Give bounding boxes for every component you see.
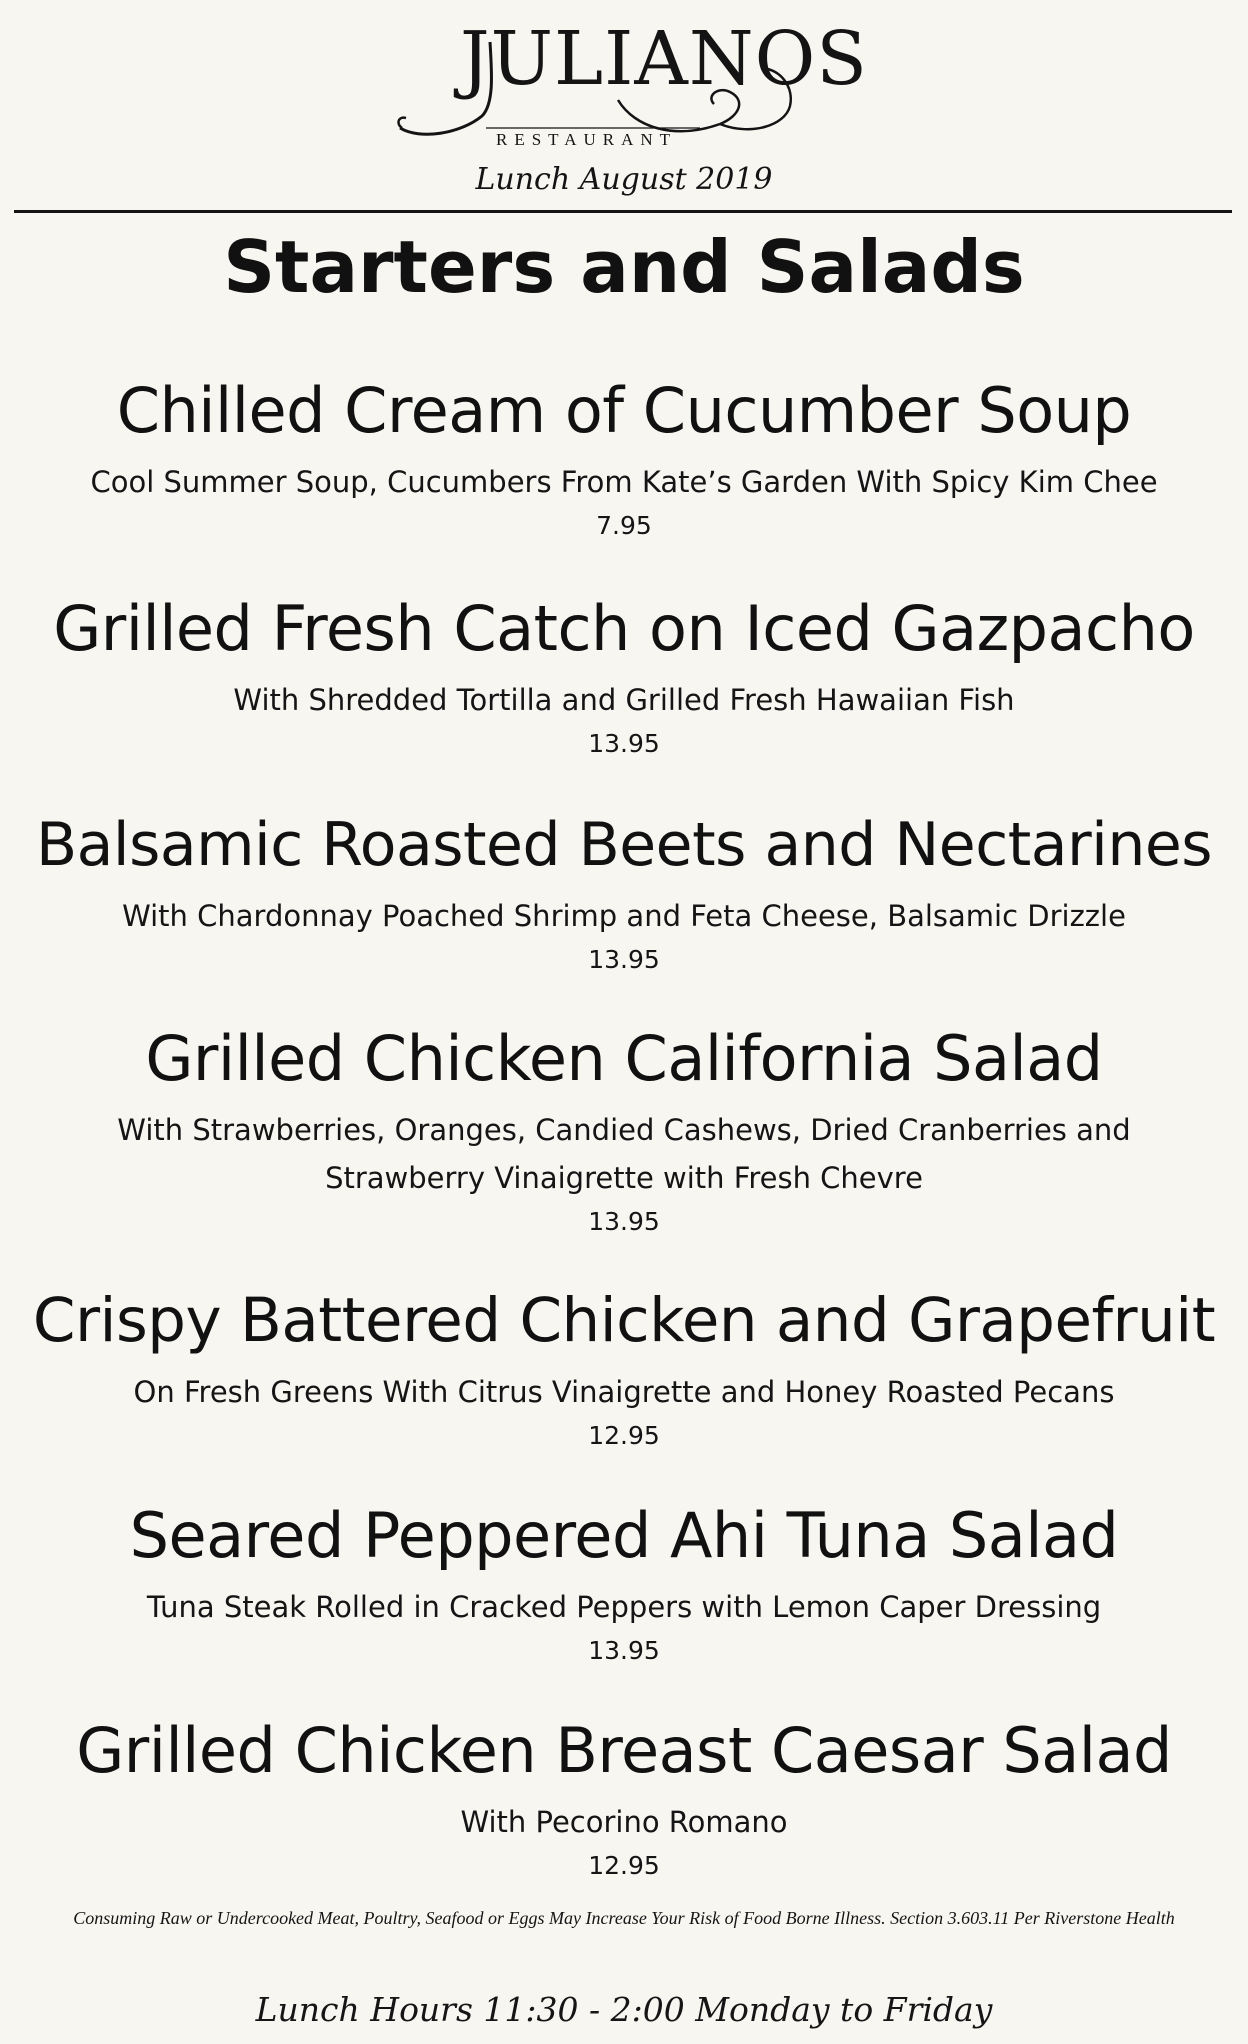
restaurant-logo xyxy=(390,8,868,158)
logo-wordmark: JULIANOS xyxy=(460,16,868,102)
menu-item xyxy=(30,806,1218,980)
menu-item xyxy=(30,1712,1218,1886)
item-name: Chilled Cream of Cucumber Soup xyxy=(116,374,1132,447)
item-description: On Fresh Greens With Citrus Vinaigrette and Honey Roasted Pecans xyxy=(133,1375,1115,1409)
logo-subtitle: RESTAURANT xyxy=(496,130,678,149)
item-description: With Strawberries, Oranges, Candied Cashews, Dried Cranberries and Strawberry Vinaigrette with Fresh Chevre xyxy=(117,1113,1131,1195)
item-name: Grilled Chicken California Salad xyxy=(145,1022,1103,1095)
item-price: 12.95 xyxy=(588,1421,660,1450)
section-heading: Starters and Salads xyxy=(223,225,1025,309)
item-description: With Pecorino Romano xyxy=(460,1805,788,1839)
menu-item xyxy=(30,372,1218,546)
item-description: With Shredded Tortilla and Grilled Fresh Hawaiian Fish xyxy=(233,683,1015,717)
menu-item xyxy=(30,1282,1218,1456)
item-description: Tuna Steak Rolled in Cracked Peppers with Lemon Caper Dressing xyxy=(146,1590,1102,1624)
item-price: 13.95 xyxy=(588,1636,660,1665)
item-description: Cool Summer Soup, Cucumbers From Kate’s Garden With Spicy Kim Chee xyxy=(90,465,1158,499)
item-price: 13.95 xyxy=(588,945,660,974)
menu-item xyxy=(30,1497,1218,1671)
item-name: Grilled Fresh Catch on Iced Gazpacho xyxy=(53,592,1195,665)
item-name: Balsamic Roasted Beets and Nectarines xyxy=(35,810,1213,880)
menu-item xyxy=(30,1020,1218,1242)
lunch-hours: Lunch Hours 11:30 - 2:00 Monday to Friday xyxy=(255,1990,993,2029)
food-safety-disclaimer: Consuming Raw or Undercooked Meat, Poultry, Seafood or Eggs May Increase Your Risk of Food Borne Illness. Section 3.603.11 Per Riverstone Health xyxy=(73,1908,1175,1928)
header-divider xyxy=(14,210,1232,213)
menu-date-title: Lunch August 2019 xyxy=(475,162,773,197)
item-price: 13.95 xyxy=(588,1207,660,1236)
item-price: 13.95 xyxy=(588,729,660,758)
item-name: Crispy Battered Chicken and Grapefruit xyxy=(32,1285,1216,1356)
item-price: 12.95 xyxy=(588,1851,660,1880)
menu-item xyxy=(30,590,1218,764)
item-price: 7.95 xyxy=(596,511,652,540)
item-name: Grilled Chicken Breast Caesar Salad xyxy=(76,1714,1172,1787)
item-name: Seared Peppered Ahi Tuna Salad xyxy=(129,1499,1119,1572)
item-description: With Chardonnay Poached Shrimp and Feta Cheese, Balsamic Drizzle xyxy=(122,899,1126,933)
